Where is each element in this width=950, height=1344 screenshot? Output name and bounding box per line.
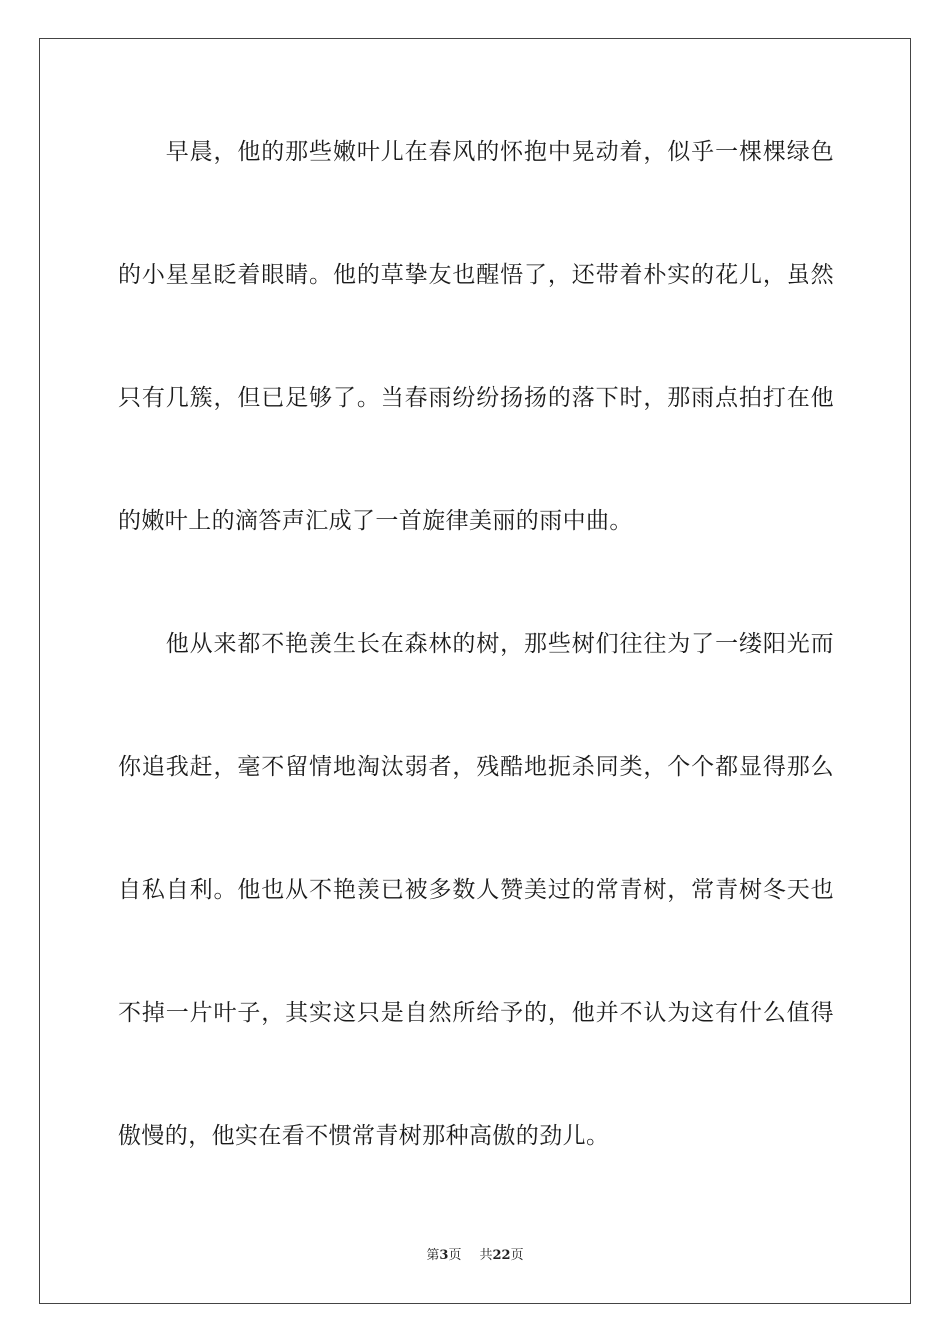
- paragraph-2-line-1: 他从来都不艳羡生长在森林的树，那些树们往往为了一缕阳光而: [118, 631, 834, 657]
- paragraph-2-line-2: 你追我赶，毫不留情地淘汰弱者，残酷地扼杀同类，个个都显得那么: [118, 754, 834, 780]
- paragraph-1-line-3: 只有几簇，但已足够了。当春雨纷纷扬扬的落下时，那雨点拍打在他: [118, 385, 834, 411]
- page-suffix: 页: [448, 1248, 462, 1263]
- page-number: 3: [439, 1248, 449, 1263]
- page-footer: [0, 1247, 950, 1265]
- total-suffix: 页: [510, 1248, 524, 1263]
- paragraph-1-line-1: 早晨，他的那些嫩叶儿在春风的怀抱中晃动着，似乎一棵棵绿色: [118, 139, 834, 165]
- page-border: [39, 38, 911, 1304]
- paragraph-1-line-2: 的小星星眨着眼睛。他的草挚友也醒悟了，还带着朴实的花儿，虽然: [118, 262, 834, 288]
- paragraph-1-line-4: 的嫩叶上的滴答声汇成了一首旋律美丽的雨中曲。: [118, 508, 633, 534]
- total-prefix: 共: [479, 1248, 493, 1263]
- total-pages: 22: [492, 1248, 511, 1263]
- paragraph-2-line-3: 自私自利。他也从不艳羡已被多数人赞美过的常青树，常青树冬天也: [118, 877, 834, 903]
- page-prefix: 第: [426, 1248, 440, 1263]
- paragraph-2-line-4: 不掉一片叶子，其实这只是自然所给予的，他并不认为这有什么值得: [118, 1000, 834, 1026]
- paragraph-2-line-5: 傲慢的，他实在看不惯常青树那种高傲的劲儿。: [118, 1123, 610, 1149]
